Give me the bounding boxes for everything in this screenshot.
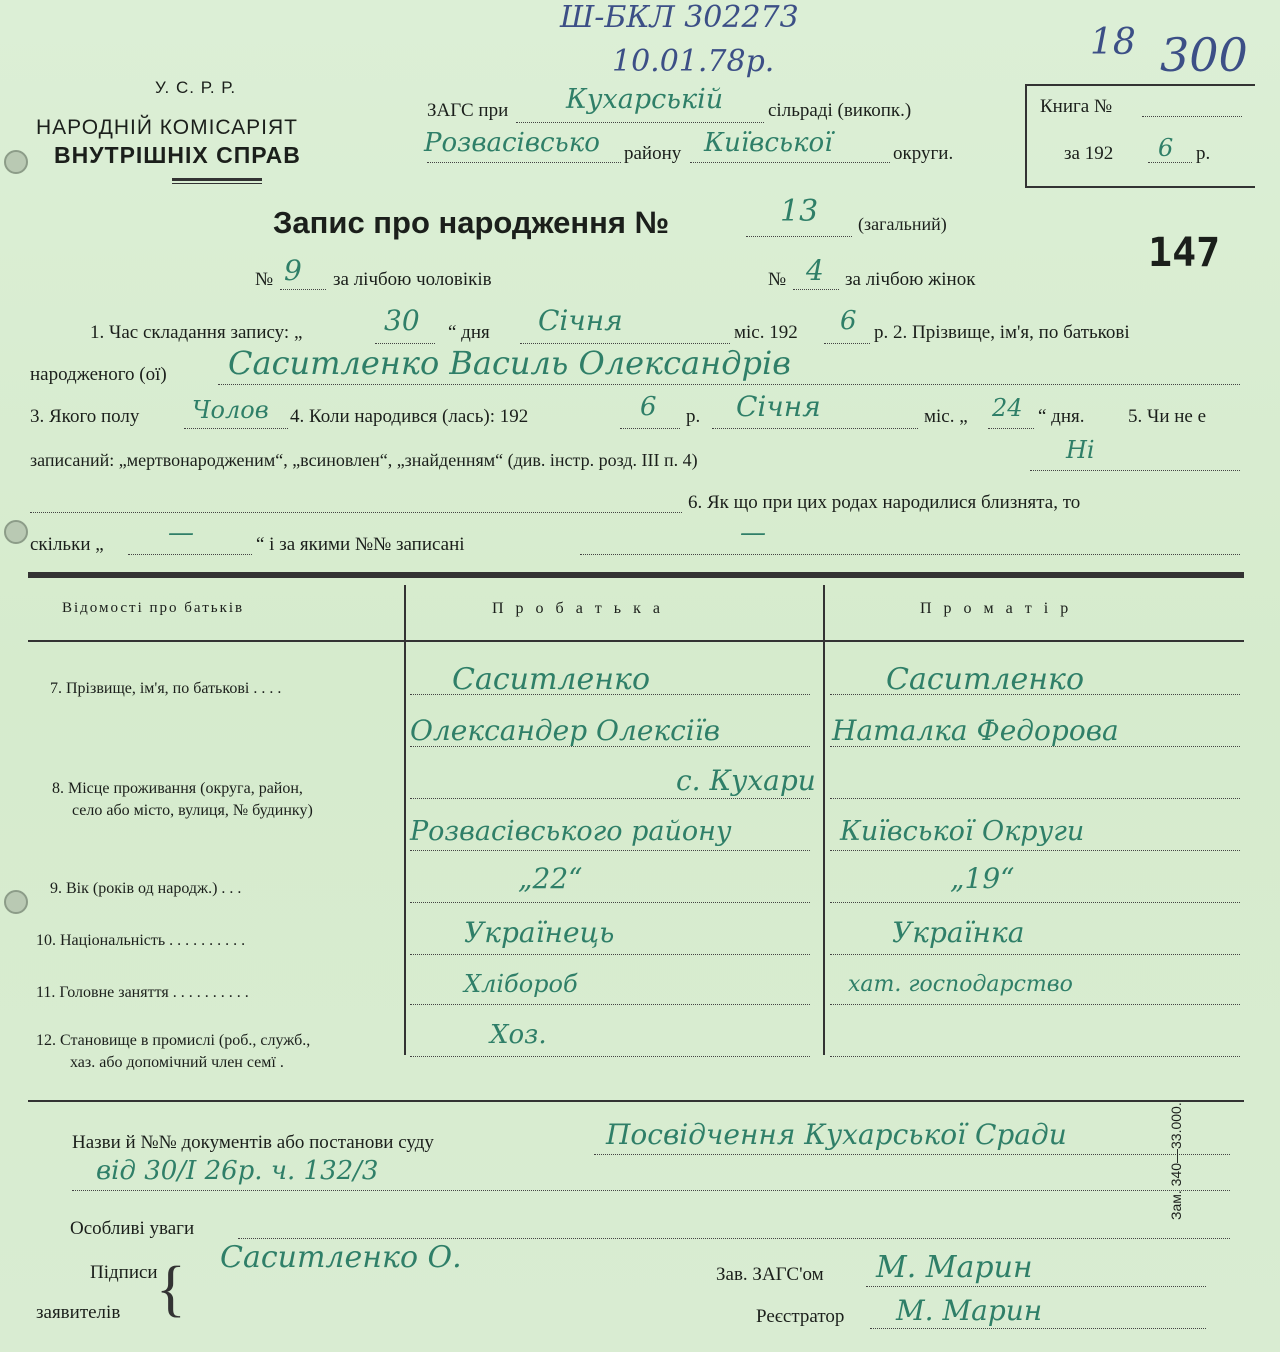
table-header-info: Відомості про батьків (62, 600, 245, 616)
notes-line (238, 1238, 1230, 1239)
row-label-nationality: 10. Національність . . . . . . . . . . (36, 932, 246, 949)
table-header-mother: П р о м а т і р (920, 600, 1073, 617)
f1-year-line (824, 343, 870, 344)
signatures-label-1: Підписи (90, 1262, 158, 1283)
row-label-status-2: хаз. або допомічний член семї . (70, 1054, 284, 1071)
docs-label: Назви й №№ документів або постанови суду (72, 1132, 434, 1153)
okrug-label: округи. (893, 143, 954, 164)
row-label-residence-2: село або місто, вулиця, № будинку) (72, 802, 313, 819)
women-label: за лічбою жінок (845, 269, 976, 290)
record-note: (загальний) (858, 214, 947, 234)
zags-suffix: сільраді (викопк.) (768, 100, 912, 121)
head-signature: М. Марин (876, 1250, 1033, 1285)
mother-nationality: Українка (892, 916, 1025, 949)
mother-surname: Саситленко (886, 662, 1085, 697)
men-label: за лічбою чоловіків (333, 269, 492, 290)
row-label-age: 9. Вік (років од народж.) . . . (50, 880, 242, 897)
book-box-left (1025, 84, 1027, 188)
record-number-line (746, 236, 852, 237)
f2-label: народженого (ої) (30, 364, 167, 385)
f1-day: 30 (384, 304, 420, 337)
f6-count-line (128, 554, 252, 555)
print-mark: Зам. 340—33.000. (1168, 1102, 1184, 1220)
father-occupation: Хлібороб (464, 970, 578, 998)
women-prefix: № (768, 269, 787, 290)
f4-day-suffix: “ дня. (1038, 406, 1085, 427)
docs-value-2: від 30/І 26р. ч. 132/3 (96, 1156, 379, 1186)
zags-village: Кухарській (566, 84, 724, 115)
book-year-prefix: за 192 (1064, 143, 1114, 164)
table-col-divider (823, 585, 825, 1055)
women-number: 4 (806, 254, 824, 287)
header-rule (172, 183, 262, 184)
book-box-bottom (1025, 186, 1255, 188)
mother-line (830, 954, 1240, 955)
table-col-divider (404, 585, 406, 1055)
father-age: „22“ (518, 862, 583, 895)
docs-line (594, 1154, 1230, 1155)
mother-occupation: хат. господарство (848, 972, 1073, 997)
table-header-father: П р о б а т ь к а (492, 600, 664, 617)
father-village: с. Кухари (676, 764, 816, 797)
f1-year: 6 (840, 306, 857, 336)
okrug-line (690, 162, 890, 163)
stamp-number: 147 (1148, 230, 1221, 276)
binder-hole (4, 520, 28, 544)
head-label: Зав. ЗАГС'ом (716, 1264, 824, 1285)
father-status: Хоз. (490, 1020, 547, 1050)
f6-count-value: — (168, 518, 194, 548)
f4-label: 4. Коли народився (лась): 192 (290, 406, 529, 427)
f4-year-suffix: р. (686, 406, 701, 427)
signatures-brace: { (156, 1255, 186, 1323)
f4-year: 6 (640, 392, 657, 422)
father-line (410, 902, 810, 903)
okrug-hand: Київської (704, 128, 833, 158)
record-number: 13 (780, 194, 819, 229)
f4-year-line (620, 428, 680, 429)
sheet-number: 300 (1160, 28, 1248, 82)
row-label-name: 7. Прізвище, ім'я, по батькові . . . . (50, 680, 282, 697)
book-year-suffix: р. (1196, 143, 1211, 164)
father-line (410, 850, 810, 851)
book-box-top (1025, 84, 1255, 86)
f1-month: Січня (538, 304, 623, 337)
men-number: 9 (284, 254, 302, 287)
book-number-line (1142, 116, 1242, 117)
commissariat-line2: ВНУТРІШНІХ СПРАВ (54, 142, 301, 168)
f4-month-suffix: міс. „ (924, 406, 968, 427)
docs-line-2 (72, 1190, 1230, 1191)
f2-name-line (218, 384, 1240, 385)
mother-line (830, 850, 1240, 851)
record-title: Запис про народження № (273, 205, 670, 240)
mother-okrug: Київської Округи (840, 816, 1085, 847)
f6-numbers-value: — (740, 518, 766, 548)
district-label: району (624, 143, 682, 164)
book-label: Книга № (1040, 96, 1113, 117)
father-surname: Саситленко (452, 662, 651, 697)
applicant-signature: Саситленко О. (220, 1240, 462, 1275)
f4-day-line (988, 428, 1034, 429)
table-top-rule (28, 572, 1244, 578)
row-label-status: 12. Становище в промислі (роб., служб., (36, 1032, 311, 1049)
district-hand: Розвасівсько (424, 128, 600, 158)
zags-prefix: ЗАГС при (427, 100, 509, 121)
mother-line (830, 902, 1240, 903)
f6-numbers-label: “ і за якими №№ записані (256, 534, 465, 555)
signatures-label-2: заявителів (36, 1302, 121, 1323)
f1-tail: р. 2. Прізвище, ім'я, по батькові (874, 322, 1130, 343)
notes-label: Особливі уваги (70, 1218, 195, 1239)
f3-sex: Чолов (192, 396, 269, 424)
state-abbrev: У. С. Р. Р. (155, 78, 237, 97)
f5-value-line (1030, 470, 1240, 471)
father-line (410, 954, 810, 955)
father-line (410, 798, 810, 799)
table-bottom-rule (28, 1100, 1244, 1102)
header-rule (172, 178, 262, 181)
commissariat-line1: НАРОДНІЙ КОМІСАРІЯТ (36, 116, 298, 139)
f5-text: записаний: „мертвонародженим“, „всиновлен“, „знайденням“ (див. інстр. розд. III п. 4) (30, 450, 698, 470)
f3-label: 3. Якого полу (30, 406, 140, 427)
archive-date: 10.01.78р. (612, 44, 775, 79)
archive-code: Ш-БКЛ 302273 (560, 0, 799, 35)
f5-value: Ні (1066, 436, 1095, 464)
f4-month: Січня (736, 390, 821, 423)
sheet-prefix: 18 (1090, 22, 1136, 63)
district-line (427, 162, 621, 163)
women-number-line (793, 289, 839, 290)
registrar-label: Реєстратор (756, 1306, 845, 1327)
f2-name: Саситленко Василь Олександрів (228, 344, 791, 382)
f6-blank-line (30, 512, 682, 513)
father-district: Розвасівського району (410, 816, 732, 847)
row-label-residence: 8. Місце проживання (округа, район, (52, 780, 303, 797)
father-line (410, 1056, 810, 1057)
men-prefix: № (255, 269, 274, 290)
binder-hole (4, 150, 28, 174)
mother-line (830, 1004, 1240, 1005)
binder-hole (4, 890, 28, 914)
f5-start: 5. Чи не е (1128, 406, 1207, 427)
men-number-line (280, 289, 326, 290)
f3-sex-line (184, 428, 288, 429)
zags-village-line (516, 122, 764, 123)
f1-label: 1. Час складання запису: „ (90, 322, 303, 343)
f6-numbers-line (580, 554, 1240, 555)
f4-day: 24 (992, 394, 1023, 422)
f1-day-suffix: “ дня (448, 322, 490, 343)
row-label-occupation: 11. Головне заняття . . . . . . . . . . (36, 984, 249, 1001)
father-nationality: Українець (464, 916, 615, 949)
f1-month-suffix: міс. 192 (734, 322, 798, 343)
father-given-names: Олександер Олексіїв (410, 714, 720, 747)
mother-given-names: Наталка Федорова (832, 714, 1119, 747)
mother-line (830, 798, 1240, 799)
head-line (866, 1286, 1206, 1287)
docs-value: Посвідчення Кухарської Сради (606, 1118, 1067, 1151)
f6-text: 6. Як що при цих родах народилися близнята, то (688, 492, 1081, 513)
mother-age: „19“ (950, 862, 1015, 895)
father-line (410, 1004, 810, 1005)
registrar-line (870, 1328, 1206, 1329)
f4-month-line (712, 428, 918, 429)
table-header-rule (28, 640, 1244, 642)
book-year-digit: 6 (1158, 134, 1174, 162)
mother-line (830, 1056, 1240, 1057)
registrar-signature: М. Марин (896, 1294, 1043, 1327)
f6-count-label: скільки „ (30, 534, 104, 555)
book-year-line (1148, 162, 1192, 163)
